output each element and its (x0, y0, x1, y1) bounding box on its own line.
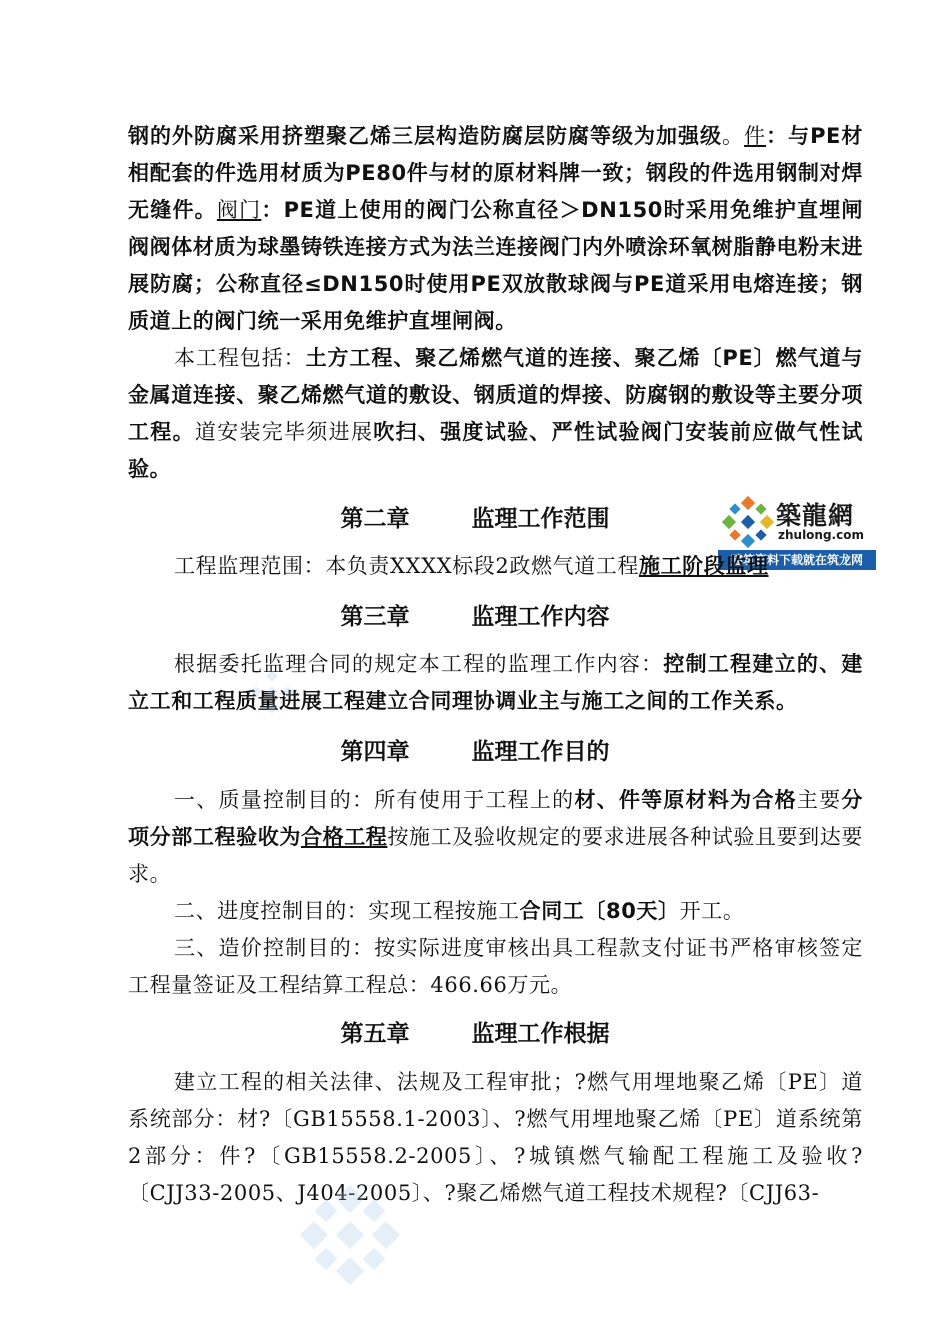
paragraph-quality-goal: 一、质量控制目的：所有使用于工程上的材、件等原材料为合格主要分项分部工程验收为合格工程按施工及验收规定的要求进展各种试验且要到达要求。 (128, 788, 864, 886)
chapter-5-heading: 第五章 监理工作根据 (340, 1021, 610, 1047)
paragraph-scope-items: 本工程包括：土方工程、聚乙烯燃气道的连接、聚乙烯〔PE〕燃气道与金属道连接、聚乙烯燃气道的敷设、钢质道的焊接、防腐钢的敷设等主要分项工程。道安装完毕须进展吹扫、强度试验、严性试验阀门安装前应做气性试验。 (128, 346, 863, 481)
watermark-icon (300, 1185, 400, 1285)
logo-banner: 建筑资料下载就在筑龙网 (718, 550, 876, 570)
paragraph-schedule-goal: 二、进度控制目的：实现工程按施工合同工〔80天〕开工。 (174, 899, 745, 923)
paragraph-materials: 钢的外防腐采用挤塑聚乙烯三层构造防腐层防腐等级为加强级。件：与PE材相配套的件选用材质为PE80件与材的原材料牌一致；钢段的件选用钢制对焊无缝件。阀门：PE道上使用的阀门公称直径＞DN150时采用免维护直埋闸阀阀体材质为球墨铸铁连接方式为法兰连接阀门内外喷涂环氧树脂静电粉末进展防腐；公称直径≤DN150时使用PE双放散球阀与PE道采用电熔连接；钢质道上的阀门统一采用免维护直埋闸阀。 (128, 124, 864, 333)
paragraph-cost-goal: 三、造价控制目的：按实际进度审核出具工程款支付证书严格审核签定工程量签证及工程结算工程总：466.66万元。 (128, 936, 863, 997)
logo-domain-text: zhulong.com (778, 528, 864, 542)
chapter-4-heading: 第四章 监理工作目的 (340, 739, 610, 765)
chapter-3-heading: 第三章 监理工作内容 (340, 604, 610, 630)
paragraph-work-content: 根据委托监理合同的规定本工程的监理工作内容：控制工程建立的、建立工和工程质量进展工程建立合同理协调业主与施工之间的工作关系。 (128, 652, 863, 713)
paragraph-basis: 建立工程的相关法律、法规及工程审批；?燃气用埋地聚乙烯〔PE〕道系统部分：材?〔GB15558.1-2003〕、?燃气用埋地聚乙烯〔PE〕道系统第2部分：件?〔GB15558.2-2005〕、?城镇燃气输配工程施工及验收?〔CJJ33-2005、J404-2005〕、?聚乙烯燃气道工程技术规程?〔CJJ63- (128, 1070, 863, 1205)
paragraph-supervision-scope: 工程监理范围：本负责XXXX标段2政燃气道工程施工阶段监理 (174, 554, 769, 578)
watermark-icon (250, 670, 294, 714)
chapter-2-heading: 第二章 监理工作范围 (340, 506, 610, 532)
snowflake-logo-icon (722, 494, 774, 550)
logo-brand-text: 築龍網 (776, 501, 855, 530)
